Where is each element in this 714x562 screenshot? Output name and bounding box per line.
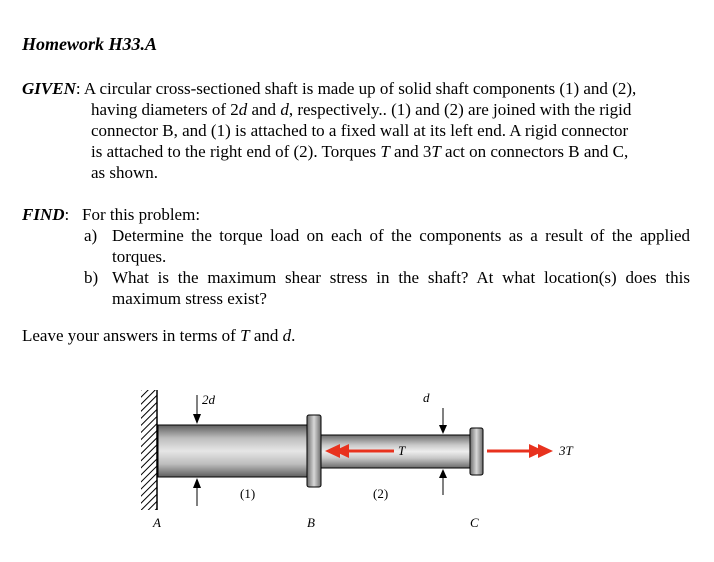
connector-c — [470, 428, 483, 475]
find-item-a-text: Determine the torque load on each of the components as a result of the applied torques. — [112, 226, 690, 266]
find-item-b-mark: b) — [84, 268, 99, 287]
label-a: A — [153, 515, 161, 530]
given-line-1: GIVEN: A circular cross-sectioned shaft is made up of solid shaft components (1) and (2), — [22, 79, 637, 98]
label-2d: 2d — [202, 392, 215, 407]
label-b: B — [307, 515, 315, 530]
find-header: FIND: For this problem: — [22, 205, 201, 224]
given-text-1: A circular cross-sectioned shaft is made up of solid shaft components (1) and (2), — [83, 79, 637, 98]
find-item-b-text: What is the maximum shear stress in the shaft? At what location(s) does this maximum stress exist? — [112, 268, 690, 308]
given-line-3: connector B, and (1) is attached to a fixed wall at its left end. A rigid connector — [91, 121, 629, 140]
given-line-5: as shown. — [91, 163, 159, 182]
shaft-component-1 — [158, 425, 307, 477]
find-intro: For this problem: — [82, 205, 201, 224]
dim-2d-top-arrow — [193, 414, 201, 424]
connector-b — [307, 415, 321, 487]
label-c: C — [470, 515, 479, 530]
leave-note: Leave your answers in terms of T and d. — [22, 326, 296, 345]
label-d: d — [423, 390, 430, 405]
dim-d-bottom-arrow — [439, 469, 447, 478]
label-component-1: (1) — [240, 486, 256, 501]
given-line-4: is attached to the right end of (2). Torques T and 3T act on connectors B and C, — [91, 142, 629, 161]
fixed-wall — [141, 390, 157, 510]
page-title: Homework H33.A — [22, 34, 158, 54]
label-3t: 3T — [559, 443, 573, 458]
given-line-2: having diameters of 2d and d, respectively.. (1) and (2) are joined with the rigid — [91, 100, 632, 119]
label-t: T — [398, 443, 406, 458]
find-item-a-mark: a) — [84, 226, 98, 245]
label-component-2: (2) — [373, 486, 389, 501]
find-label: FIND — [22, 205, 65, 224]
dim-d-top-arrow — [439, 425, 447, 434]
dim-2d-bottom-arrow — [193, 478, 201, 488]
given-label: GIVEN — [22, 79, 76, 98]
